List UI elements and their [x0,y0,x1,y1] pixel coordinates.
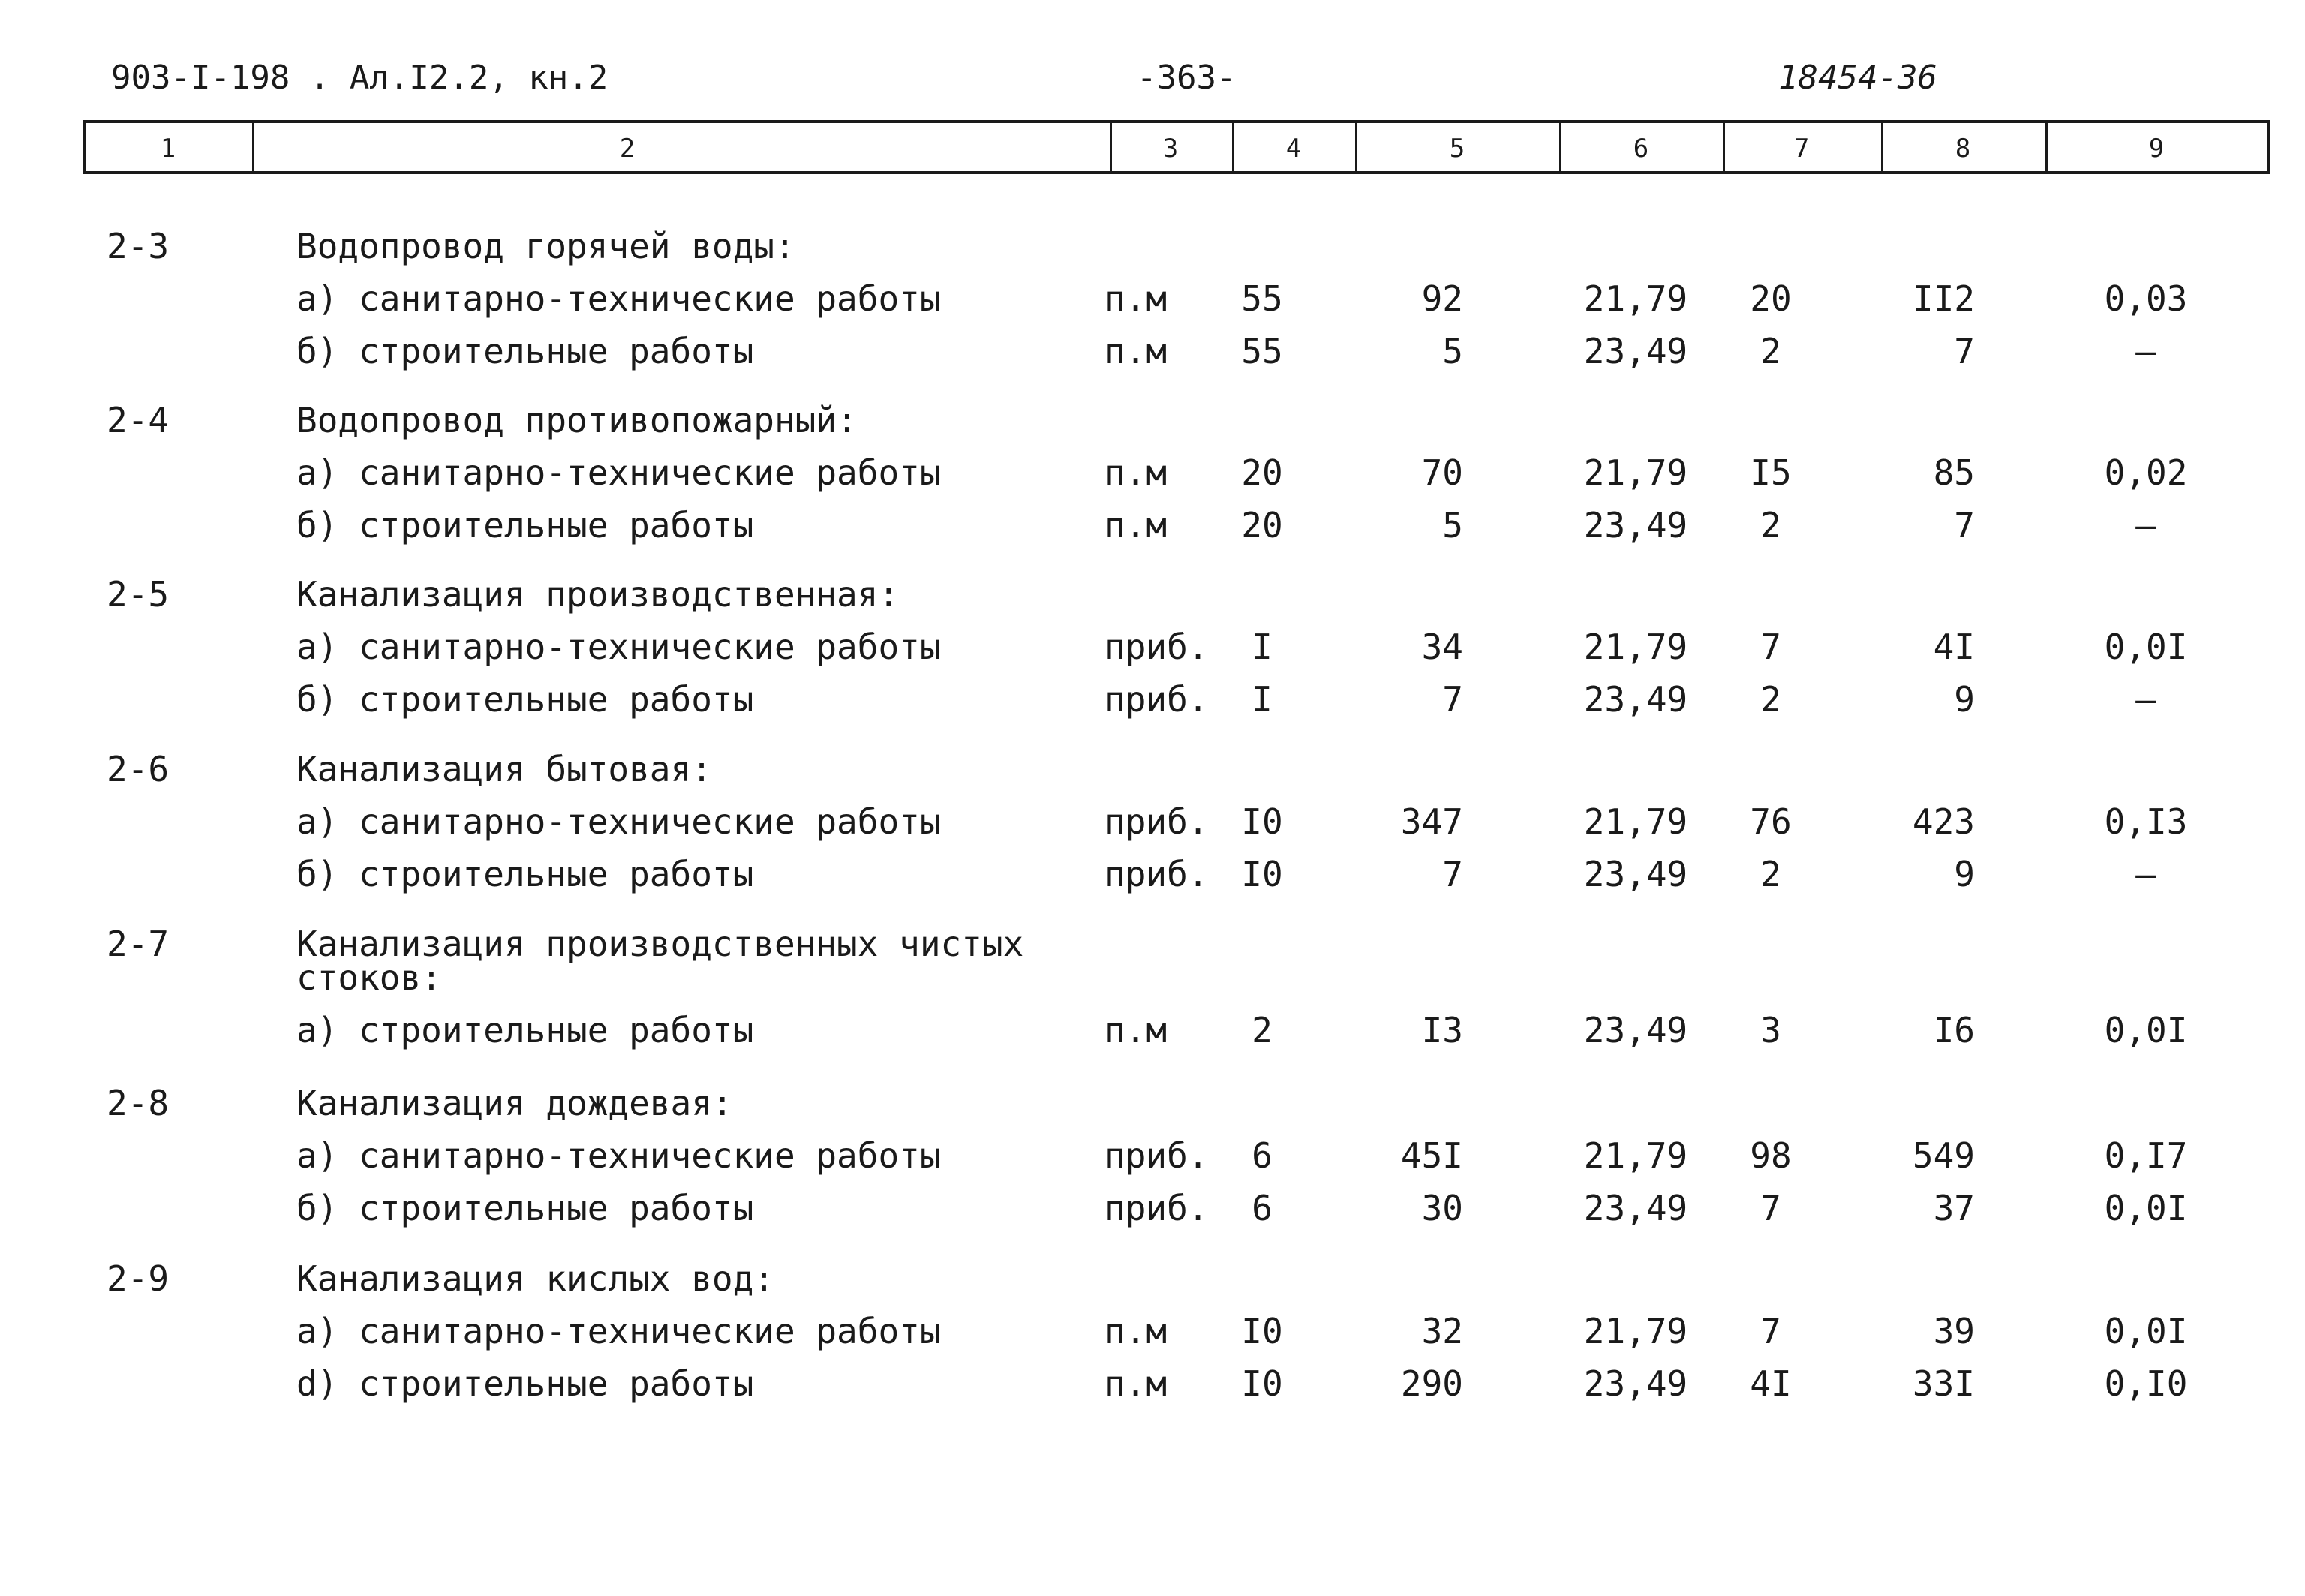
quantity: I [1252,679,1273,720]
value-7: 2 [1760,854,1781,894]
value-7: 4I [1750,1363,1792,1404]
cost: 34 [1421,627,1463,667]
value-9: 0,0I [2104,627,2188,667]
unit: приб. [1104,679,1209,720]
cost: I3 [1421,1010,1463,1050]
page-number: -363- [1137,59,1237,97]
column-separator [1723,123,1725,171]
value-8: 39 [1933,1311,1975,1351]
cost: 347 [1400,801,1463,842]
work-description: б) строительные работы [296,854,754,894]
rate: 21,79 [1583,627,1688,667]
table-row [0,852,2305,904]
work-description: Канализация кислых вод: [296,1258,774,1299]
cost: 70 [1421,452,1463,493]
value-9: – [2135,679,2156,720]
inventory-number: 18454-36 [1778,59,1937,97]
table-row [0,1309,2305,1361]
column-separator [2045,123,2048,171]
rate: 23,49 [1583,1188,1688,1228]
rate: 23,49 [1583,331,1688,371]
value-9: – [2135,331,2156,371]
work-description: а) санитарно-технические работы [296,452,941,493]
work-description: б) строительные работы [296,679,754,720]
quantity: I [1252,627,1273,667]
value-7: 20 [1750,278,1792,319]
value-7: 98 [1750,1135,1792,1176]
unit: п.м [1104,505,1168,546]
column-separator [1559,123,1561,171]
cost: 5 [1442,331,1463,371]
quantity: 20 [1241,505,1283,546]
value-8: II2 [1912,278,1975,319]
item-number: 2-5 [107,574,170,615]
value-7: I5 [1750,452,1792,493]
value-9: – [2135,505,2156,546]
value-8: 7 [1954,505,1975,546]
value-8: 4I [1933,627,1975,667]
unit: приб. [1104,801,1209,842]
quantity: 55 [1241,278,1283,319]
column-separator [1232,123,1234,171]
value-8: 9 [1954,679,1975,720]
unit: приб. [1104,854,1209,894]
item-number: 2-7 [107,924,170,964]
value-7: 7 [1760,627,1781,667]
work-description: Канализация бытовая: [296,749,712,789]
table-row [0,1256,2305,1309]
work-description: Водопровод горячей воды: [296,226,795,266]
rate: 21,79 [1583,801,1688,842]
cost: 45I [1400,1135,1463,1176]
table-row [0,1361,2305,1414]
table-row [0,276,2305,329]
work-description: а) строительные работы [296,1010,754,1050]
value-8: 37 [1933,1188,1975,1228]
column-number-bar [83,120,2270,174]
table-row [0,224,2305,276]
rate: 21,79 [1583,1135,1688,1176]
quantity: I0 [1241,1363,1283,1404]
cost: 92 [1421,278,1463,319]
value-9: 0,03 [2104,278,2188,319]
rate: 23,49 [1583,1010,1688,1050]
work-description: Канализация производственных чистых [296,924,1024,964]
unit: п.м [1104,1010,1168,1050]
table-row [0,1186,2305,1238]
value-9: 0,I0 [2104,1363,2188,1404]
value-7: 7 [1760,1188,1781,1228]
rate: 23,49 [1583,679,1688,720]
cost: 32 [1421,1311,1463,1351]
work-description: Канализация производственная: [296,574,900,615]
value-9: 0,0I [2104,1010,2188,1050]
value-7: 3 [1760,1010,1781,1050]
work-description: а) санитарно-технические работы [296,278,941,319]
unit: п.м [1104,1363,1168,1404]
work-description: б) строительные работы [296,1188,754,1228]
work-description: а) санитарно-технические работы [296,1311,941,1351]
table-row [0,1133,2305,1186]
column-number: 4 [1285,134,1302,164]
table-row [0,450,2305,503]
quantity: 2 [1252,1010,1273,1050]
unit: п.м [1104,278,1168,319]
table-row [0,624,2305,677]
work-description: стоков: [296,957,442,998]
unit: приб. [1104,1188,1209,1228]
column-number: 3 [1162,134,1179,164]
value-9: 0,02 [2104,452,2188,493]
unit: приб. [1104,1135,1209,1176]
value-9: 0,I7 [2104,1135,2188,1176]
quantity: 6 [1252,1188,1273,1228]
value-8: 7 [1954,331,1975,371]
quantity: 6 [1252,1135,1273,1176]
value-9: – [2135,854,2156,894]
cost: 5 [1442,505,1463,546]
work-description: б) строительные работы [296,331,754,371]
unit: приб. [1104,627,1209,667]
column-number: 6 [1633,134,1649,164]
rate: 23,49 [1583,1363,1688,1404]
rate: 21,79 [1583,452,1688,493]
rate: 23,49 [1583,854,1688,894]
column-number: 5 [1449,134,1465,164]
rate: 21,79 [1583,1311,1688,1351]
work-description: а) санитарно-технические работы [296,801,941,842]
column-separator [1355,123,1357,171]
value-7: 7 [1760,1311,1781,1351]
cost: 290 [1400,1363,1463,1404]
value-9: 0,0I [2104,1311,2188,1351]
table-row [0,503,2305,555]
table-row [0,799,2305,852]
quantity: I0 [1241,801,1283,842]
table-row [0,1081,2305,1133]
quantity: I0 [1241,854,1283,894]
work-description: б) строительные работы [296,505,754,546]
item-number: 2-3 [107,226,170,266]
table-row [0,398,2305,450]
table-row [0,677,2305,729]
column-number: 9 [2148,134,2165,164]
work-description: а) санитарно-технические работы [296,627,941,667]
value-7: 76 [1750,801,1792,842]
unit: п.м [1104,452,1168,493]
item-number: 2-9 [107,1258,170,1299]
value-7: 2 [1760,331,1781,371]
column-separator [1110,123,1112,171]
item-number: 2-8 [107,1083,170,1123]
item-number: 2-4 [107,400,170,440]
quantity: 20 [1241,452,1283,493]
value-9: 0,0I [2104,1188,2188,1228]
work-description: Канализация дождевая: [296,1083,733,1123]
value-8: 549 [1912,1135,1975,1176]
unit: п.м [1104,331,1168,371]
cost: 7 [1442,854,1463,894]
work-description: а) санитарно-технические работы [296,1135,941,1176]
column-number: 7 [1793,134,1810,164]
column-number: 1 [160,134,176,164]
work-description: d) строительные работы [296,1363,754,1404]
document-code: 903-I-198 . Ал.I2.2, кн.2 [111,59,609,97]
value-9: 0,I3 [2104,801,2188,842]
quantity: 55 [1241,331,1283,371]
value-8: 9 [1954,854,1975,894]
value-8: 33I [1912,1363,1975,1404]
column-separator [252,123,254,171]
column-separator [1881,123,1883,171]
table-row [0,572,2305,624]
table-row [0,955,2305,1008]
column-number: 8 [1955,134,1971,164]
item-number: 2-6 [107,749,170,789]
cost: 7 [1442,679,1463,720]
value-7: 2 [1760,679,1781,720]
column-number: 2 [619,134,636,164]
unit: п.м [1104,1311,1168,1351]
value-8: 423 [1912,801,1975,842]
quantity: I0 [1241,1311,1283,1351]
value-8: 85 [1933,452,1975,493]
table-row [0,747,2305,799]
rate: 21,79 [1583,278,1688,319]
value-7: 2 [1760,505,1781,546]
cost: 30 [1421,1188,1463,1228]
value-8: I6 [1933,1010,1975,1050]
work-description: Водопровод противопожарный: [296,400,858,440]
rate: 23,49 [1583,505,1688,546]
table-row [0,329,2305,381]
table-row [0,1008,2305,1060]
